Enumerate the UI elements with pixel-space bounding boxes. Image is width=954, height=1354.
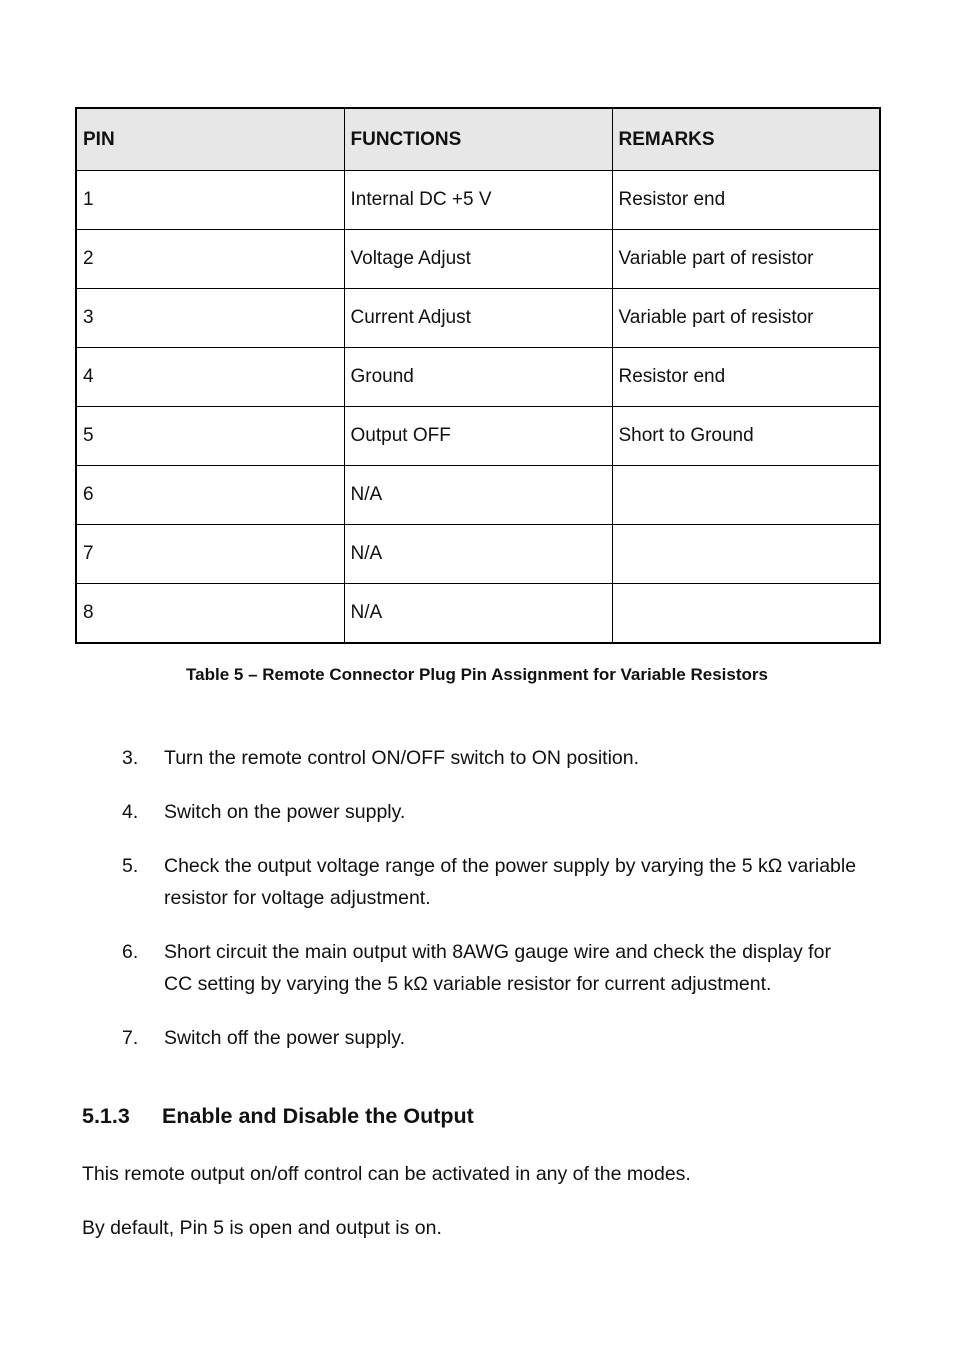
section-number: 5.1.3: [82, 1104, 130, 1128]
cell-remark: [612, 525, 880, 584]
cell-pin: 3: [76, 289, 344, 348]
cell-function: Voltage Adjust: [344, 230, 612, 289]
paragraph: By default, Pin 5 is open and output is on.: [82, 1217, 442, 1239]
table-row: [76, 407, 880, 466]
step-number: 4.: [122, 801, 139, 823]
step-text: Switch off the power supply.: [164, 1027, 405, 1049]
table-row: [76, 525, 880, 584]
cell-function: Ground: [344, 348, 612, 407]
header-functions: FUNCTIONS: [344, 108, 612, 171]
procedure-steps: [122, 742, 862, 1076]
table-row: [76, 171, 880, 230]
table-caption: Table 5 – Remote Connector Plug Pin Assignment for Variable Resistors: [186, 665, 768, 684]
cell-pin: 1: [76, 171, 344, 230]
table-row: [76, 584, 880, 644]
header-remarks: REMARKS: [612, 108, 880, 171]
cell-pin: 5: [76, 407, 344, 466]
cell-function: N/A: [344, 466, 612, 525]
pin-assignment-table: [75, 107, 881, 644]
step-number: 6.: [122, 941, 139, 963]
step-number: 5.: [122, 855, 139, 877]
table-row: [76, 230, 880, 289]
cell-function: N/A: [344, 525, 612, 584]
step-number: 7.: [122, 1027, 139, 1049]
list-item: [122, 1022, 862, 1054]
table-header-row: [76, 108, 880, 171]
section-title: Enable and Disable the Output: [162, 1104, 474, 1128]
table-row: [76, 466, 880, 525]
cell-function: N/A: [344, 584, 612, 644]
table-row: [76, 348, 880, 407]
cell-function: Current Adjust: [344, 289, 612, 348]
cell-function: Output OFF: [344, 407, 612, 466]
cell-pin: 6: [76, 466, 344, 525]
step-text: Check the output voltage range of the power supply by varying the 5 kΩ variable resistor for voltage adjustment.: [164, 855, 857, 909]
step-text: Turn the remote control ON/OFF switch to ON position.: [164, 747, 640, 769]
cell-pin: 8: [76, 584, 344, 644]
list-item: [122, 850, 862, 914]
list-item: [122, 742, 862, 774]
cell-remark: [612, 584, 880, 644]
paragraph: This remote output on/off control can be activated in any of the modes.: [82, 1163, 691, 1185]
cell-pin: 4: [76, 348, 344, 407]
list-item: [122, 936, 862, 1000]
step-text: Switch on the power supply.: [164, 801, 406, 823]
cell-remark: Resistor end: [612, 348, 880, 407]
cell-remark: [612, 466, 880, 525]
table-row: [76, 289, 880, 348]
cell-function: Internal DC +5 V: [344, 171, 612, 230]
cell-remark: Variable part of resistor: [612, 230, 880, 289]
cell-remark: Variable part of resistor: [612, 289, 880, 348]
step-number: 3.: [122, 747, 139, 769]
section-heading: [82, 1104, 474, 1129]
list-item: [122, 796, 862, 828]
cell-remark: Short to Ground: [612, 407, 880, 466]
cell-pin: 2: [76, 230, 344, 289]
step-text: Short circuit the main output with 8AWG gauge wire and check the display for CC setting by varying the 5 kΩ variable resistor for current adjustment.: [164, 941, 831, 995]
cell-pin: 7: [76, 525, 344, 584]
header-pin: PIN: [76, 108, 344, 171]
cell-remark: Resistor end: [612, 171, 880, 230]
